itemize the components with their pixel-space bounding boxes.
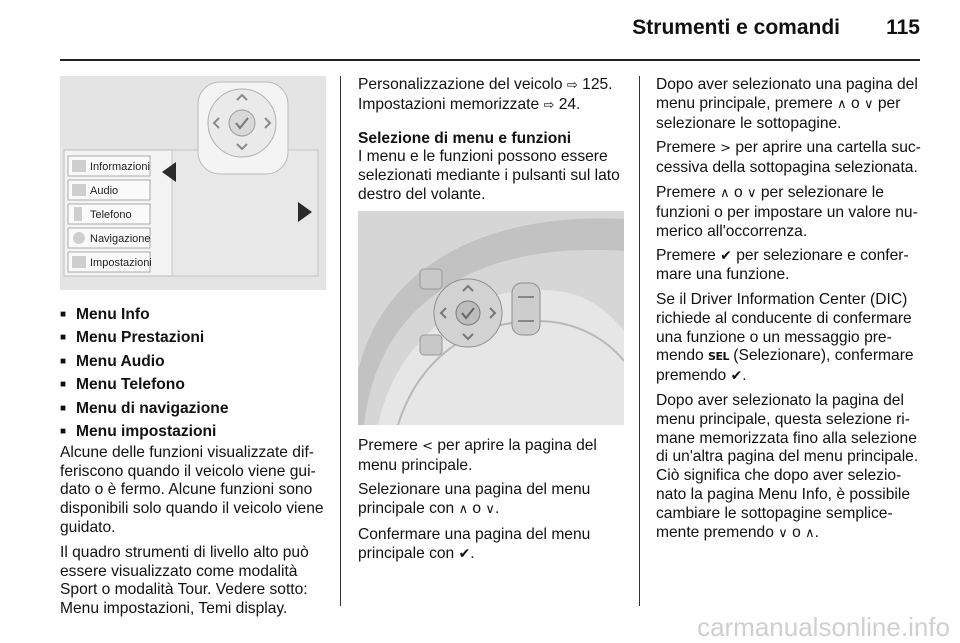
list-item: ■ Menu Prestazioni — [60, 329, 205, 347]
column-3 — [656, 76, 922, 549]
chevron-down-icon: ∨ — [778, 525, 788, 541]
menu-item-label: Impostazioni — [90, 257, 152, 269]
paragraph: Premere ∧ o ∨ per selezionare le funzioni o per impostare un valore numerico all'occorrenza. — [656, 183, 918, 240]
check-icon: ✔ — [720, 248, 732, 265]
menu-list — [60, 306, 326, 442]
list-item: ■ Menu Info — [60, 306, 150, 323]
check-icon: ✔ — [458, 545, 471, 562]
display-menu-figure — [60, 76, 326, 290]
paragraph: Premere ✔ per selezionare e confermare una funzione. — [656, 247, 909, 284]
chevron-up-icon: ∧ — [837, 96, 847, 112]
menu-item-label: Informazioni — [90, 161, 150, 173]
chevron-up-icon: ∧ — [720, 185, 730, 201]
menu-item-label: Telefono — [90, 209, 132, 221]
column-divider-1 — [340, 76, 341, 606]
list-item: ■ Menu di navigazione — [60, 399, 229, 417]
cross-reference: Personalizzazione del veicolo ⇨ 125. — [358, 76, 613, 93]
chevron-up-icon: ∧ — [458, 502, 469, 518]
chevron-right-icon: > — [720, 141, 732, 157]
paragraph: Premere > per aprire una cartella successiva della sottopagina selezionata. — [656, 139, 921, 177]
paragraph: Dopo aver selezionato una pagina del menu principale, premere ∧ o ∨ per selezionare le sottopagine. — [656, 76, 918, 132]
section-heading: Selezione di menu e funzioni — [358, 129, 572, 147]
chevron-down-icon: ∨ — [747, 185, 757, 201]
page-number: 115 — [886, 16, 920, 39]
column-divider-2 — [639, 76, 640, 606]
menu-item-label: Navigazione — [90, 233, 151, 245]
check-icon: ✔ — [730, 368, 743, 385]
chevron-down-icon: ∨ — [864, 96, 874, 112]
list-item: ■ Menu impostazioni — [60, 422, 217, 440]
paragraph: Dopo aver selezionato la pagina del menu principale, questa selezione rimane memorizzata fino alla selezione di un'altra pagina del menu principale. Ciò significa che dopo aver selezionato la pagina Menu Info, è possibile cambiare le sottopagine semplicemente premendo ∨ o ∧. — [656, 391, 919, 541]
chevron-up-icon: ∧ — [805, 525, 815, 541]
column-1 — [60, 76, 326, 625]
paragraph: Confermare una pagina del menu principale con ✔. — [358, 525, 591, 562]
paragraph: Premere < per aprire la pagina del menu principale. — [358, 436, 597, 474]
list-item: ■ Menu Telefono — [60, 376, 185, 394]
arrow-icon: ⇨ — [566, 78, 578, 93]
list-item: ■ Menu Audio — [60, 352, 165, 370]
menu-item-label: Audio — [90, 185, 119, 197]
cross-reference: Impostazioni memorizzate ⇨ 24. — [358, 95, 581, 113]
section-title: Strumenti e comandi — [632, 16, 840, 39]
column-2 — [358, 76, 628, 570]
paragraph: Selezionare una pagina del menu principale con ∧ o ∨. — [358, 481, 591, 518]
paragraph: I menu e le funzioni possono essere selezionati mediante i pulsanti sul lato destro del volante. — [358, 148, 620, 203]
steering-wheel-figure — [358, 211, 624, 425]
paragraph: Il quadro strumenti di livello alto può essere visualizzato come modalità Sport o modalità Tour. Vedere sotto: Menu impostazioni, Temi display. — [60, 543, 309, 618]
paragraph: Se il Driver Information Center (DIC) richiede al conducente di confermare una funzione o un messaggio premendo SEL (Selezionare), confermare premendo ✔. — [656, 290, 914, 385]
paragraph: Alcune delle funzioni visualizzate differiscono quando il veicolo viene guidato o è fermo. Alcune funzioni sono disponibili solo quando il veicolo viene guidato. — [60, 443, 324, 536]
sel-button-label: SEL — [708, 350, 729, 364]
chevron-down-icon: ∨ — [485, 502, 495, 518]
arrow-icon: ⇨ — [543, 97, 555, 113]
chevron-left-icon: < — [422, 438, 434, 454]
header-rule — [60, 59, 920, 61]
watermark: carmanualsonline.info — [697, 612, 950, 642]
